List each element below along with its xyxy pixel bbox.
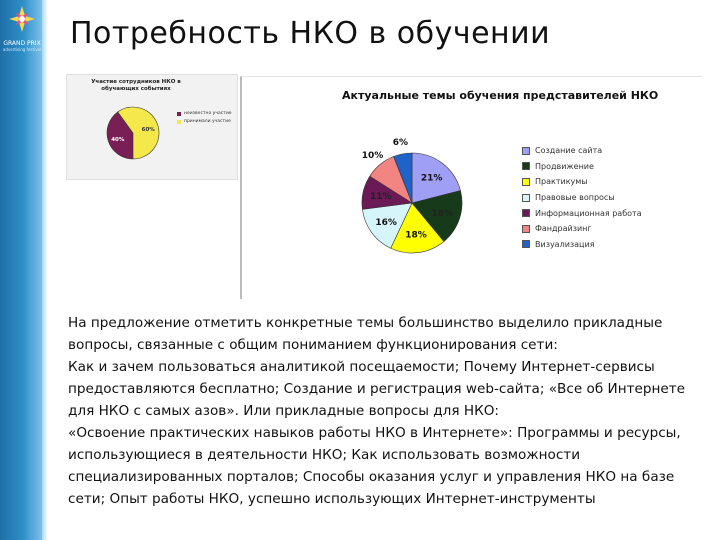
legend-swatch <box>522 225 530 233</box>
logo-text: GRAND PRIX <box>3 40 41 47</box>
body-text <box>68 312 698 510</box>
pie-label: 18% <box>405 230 427 241</box>
pie-label: 6% <box>392 138 409 149</box>
legend-swatch <box>522 147 530 155</box>
legend-swatch <box>522 240 530 248</box>
legend-swatch <box>177 112 181 116</box>
mini-legend-label: принимали участие <box>184 119 231 124</box>
left-decor-bar <box>0 0 42 540</box>
legend-item <box>522 205 642 221</box>
pie-label: 11% <box>369 192 392 203</box>
legend-label: Информационная работа <box>535 208 642 218</box>
legend-swatch <box>522 194 530 202</box>
body-paragraph-2: Как и зачем пользоваться аналитикой посещаемости; Почему Интернет-сервисы предоставляются бесплатно; Создание и регистрация web-сайта; «Все об Интернете для НКО с самых азов». Или прикладные вопросы для НКО: <box>68 359 686 419</box>
main-chart-legend <box>522 143 642 252</box>
mini-chart-title: Участие сотрудников НКО в обучающих событиях <box>91 79 181 92</box>
pie-label: 21% <box>420 173 443 184</box>
legend-swatch <box>522 162 530 170</box>
body-paragraph-1: На предложение отметить конкретные темы большинство выделило прикладные вопросы, связанные с общим пониманием функционирования сети: <box>68 315 663 353</box>
pie-label: 18% <box>431 208 454 219</box>
pie-label: 10% <box>361 151 384 162</box>
legend-item <box>522 143 642 159</box>
legend-swatch <box>522 178 530 186</box>
legend-label: Фандрайзинг <box>535 224 592 234</box>
pie-label: 40% <box>111 136 125 143</box>
mini-legend-item <box>177 111 232 116</box>
legend-swatch <box>522 209 530 217</box>
legend-label: Практикумы <box>535 177 588 187</box>
logo-subtext: advertising festival <box>2 47 42 52</box>
pie-label: 60% <box>141 127 155 134</box>
legend-label: Визуализация <box>535 239 595 249</box>
legend-label: Продвижение <box>535 161 594 171</box>
mini-pie-chart <box>103 103 163 163</box>
mini-chart-legend <box>177 111 232 127</box>
body-paragraph-3: «Освоение практических навыков работы НКО в Интернете»: Программы и ресурсы, использующиеся в деятельности НКО; Как использовать возможности специализированных порталов; Способы оказания услуг и управления НКО на базе сети; Опыт работы НКО, успешно использующих Интернет-инструменты <box>68 425 681 507</box>
mini-legend-label: неизвестно участие <box>184 111 232 116</box>
legend-item <box>522 237 642 253</box>
slide-title: Потребность НКО в обучении <box>70 16 551 51</box>
legend-label: Правовые вопросы <box>535 193 615 203</box>
pie-label: 16% <box>375 217 397 228</box>
logo <box>2 4 42 70</box>
legend-label: Создание сайта <box>535 146 603 156</box>
main-chart-title: Актуальные темы обучения представителей НКО <box>342 89 659 102</box>
left-decor-fade <box>42 0 48 540</box>
main-pie-chart <box>342 125 502 275</box>
legend-item <box>522 190 642 206</box>
main-chart-panel <box>240 76 702 299</box>
mini-legend-item <box>177 119 232 124</box>
logo-star-icon <box>7 4 37 34</box>
legend-swatch <box>177 120 181 124</box>
legend-item <box>522 159 642 175</box>
mini-chart-panel <box>66 74 238 180</box>
legend-item <box>522 174 642 190</box>
legend-item <box>522 221 642 237</box>
